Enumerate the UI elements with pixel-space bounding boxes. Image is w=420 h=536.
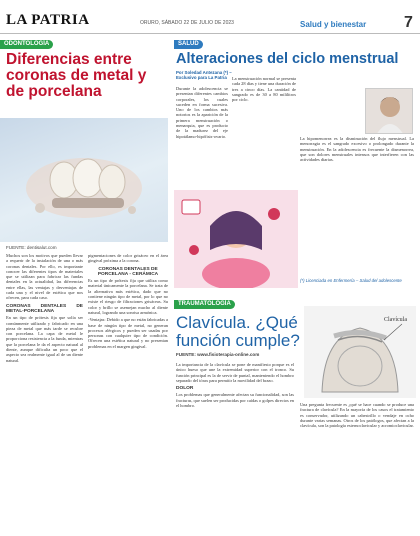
ciclo-column-2: La menstruación normal se presenta cada 28 días y tiene una duración de tres a cinco días. La cantidad de sangrado es de 30 a 80 mililitros por ciclo. bbox=[232, 76, 296, 103]
newspaper-logo: LA PATRIA bbox=[6, 12, 90, 28]
clavicula-label: Clavícula bbox=[384, 317, 407, 323]
tag-salud: SALUD bbox=[174, 40, 203, 49]
page-number: 7 bbox=[404, 14, 413, 31]
dental-crowns-photo bbox=[0, 118, 168, 242]
clavicula-source: FUENTE: www.fisioterapia-online.com bbox=[176, 352, 260, 357]
tag-traumatologia: TRAUMATOLOGÍA bbox=[174, 300, 235, 309]
headline-ciclo: Alteraciones del ciclo menstrual bbox=[176, 51, 399, 67]
image-source: FUENTE: dentisalut.com bbox=[6, 245, 57, 250]
author-signature: (*) Licenciada en Enfermería – Salud del adolescente bbox=[300, 278, 402, 283]
ciclo-column-3: La hipomenorrea es la disminución del flujo menstrual. La menorragia es el sangrado excesivo o prolongado durante la menstruación. En la adolescencia es frecuente la dismenorrea, que son dolores menstruales intensos que interfieren con las actividades diarias. bbox=[300, 136, 414, 163]
headline-clavicula: Clavícula. ¿Qué función cumple? bbox=[176, 313, 300, 350]
clavicula-column-1: La importancia de la clavícula se pone de manifiesto porque es el único hueso que une la extremidad superior con el tronco. Su función principal es la de servir de puntal, manteniendo el hombro separado del tórax para permitir la movilidad del brazo. DOLOR Los problemas que generalmente afectan su funcionalidad, son las fracturas, que suelen ser producidas por caídas o golpes directos en el hombro. bbox=[176, 362, 294, 409]
menstrual-illustration bbox=[174, 190, 298, 288]
issue-date: ORURO, SÁBADO 22 DE JULIO DE 2023 bbox=[140, 20, 234, 26]
headline-coronas: Diferencias entre coronas de metal y de porcelana bbox=[6, 51, 147, 100]
clavicula-column-2: Una pregunta frecuente es ¿qué se hace cuando se produce una fractura de clavícula? En la mayoría de los casos el tratamiento es conservador, utilizando un cabestrillo o vendaje en ocho durante varias semanas. Otros de los patólogos, que afectan a la clavícula, son la patología esternoclavicular y acromioclavicular. bbox=[300, 402, 414, 429]
byline: Por Soledad Antezana (*) – Exclusivo para La Patria bbox=[176, 70, 232, 80]
author-portrait bbox=[365, 88, 413, 134]
section-title: Salud y bienestar bbox=[300, 20, 367, 29]
coronas-column-2: pigmentaciones de color grisáceo en el área gingival próxima a la corona. CORONAS DENTALES DE PORCELANA - CERÁMICA Es un tipo de prótesis fija que utiliza como material únicamente la porcelana. Se trata de la alternativa más estética, dado que no contiene ningún tipo de metal, por lo que no existe el riesgo de filtraciones grisáceas. Su color y brillo se asemejan mucho al diente natural, logrando una sonrisa armónica. -Ventajas: Debido a que no están fabricadas a base de ningún tipo de metal, no generan procesos alérgicos y pueden ser usadas por personas con cualquier tipo de condición. Ofrecen una estética natural y no presentan problemas en el margen gingival. bbox=[88, 253, 168, 349]
tag-odontologia: ODONTOLOGÍA bbox=[0, 40, 53, 49]
ciclo-column-1: Durante la adolescencia se presentan diferentes cambios corporales, los cuales suceden en forma sucesiva. Uno de los cambios más notorios es la aparición de la primera menstruación o menarquia, que es producto de la madurez del eje hipotálamo-hipófisis-ovario. bbox=[176, 86, 228, 139]
coronas-column-1: Muchos son los motivos que pueden llevar a requerir de la instalación de una o más coronas dentales. Por ello, es importante conocer las diferentes tipos de materiales que se utilizan para fabricar las fundas dentales en la actualidad, las diferencias entre ellas, las ventajas y desventajas de cada una y el nivel de estética que nos ofrecen, para cada caso. CORONAS DENTALES DE METAL-PORCELANA En un tipo de prótesis fija que solía ser comúnmente utilizado y fabricado en una pieza de metal que más tarde se recubre con porcelana. La capa de metal le proporciona resistencia a la funda, mientras que la porcelana le da el aspecto natural al diente, aunque dificulta un poco que el aspecto sea realmente igual al de un diente natural. bbox=[6, 253, 83, 363]
